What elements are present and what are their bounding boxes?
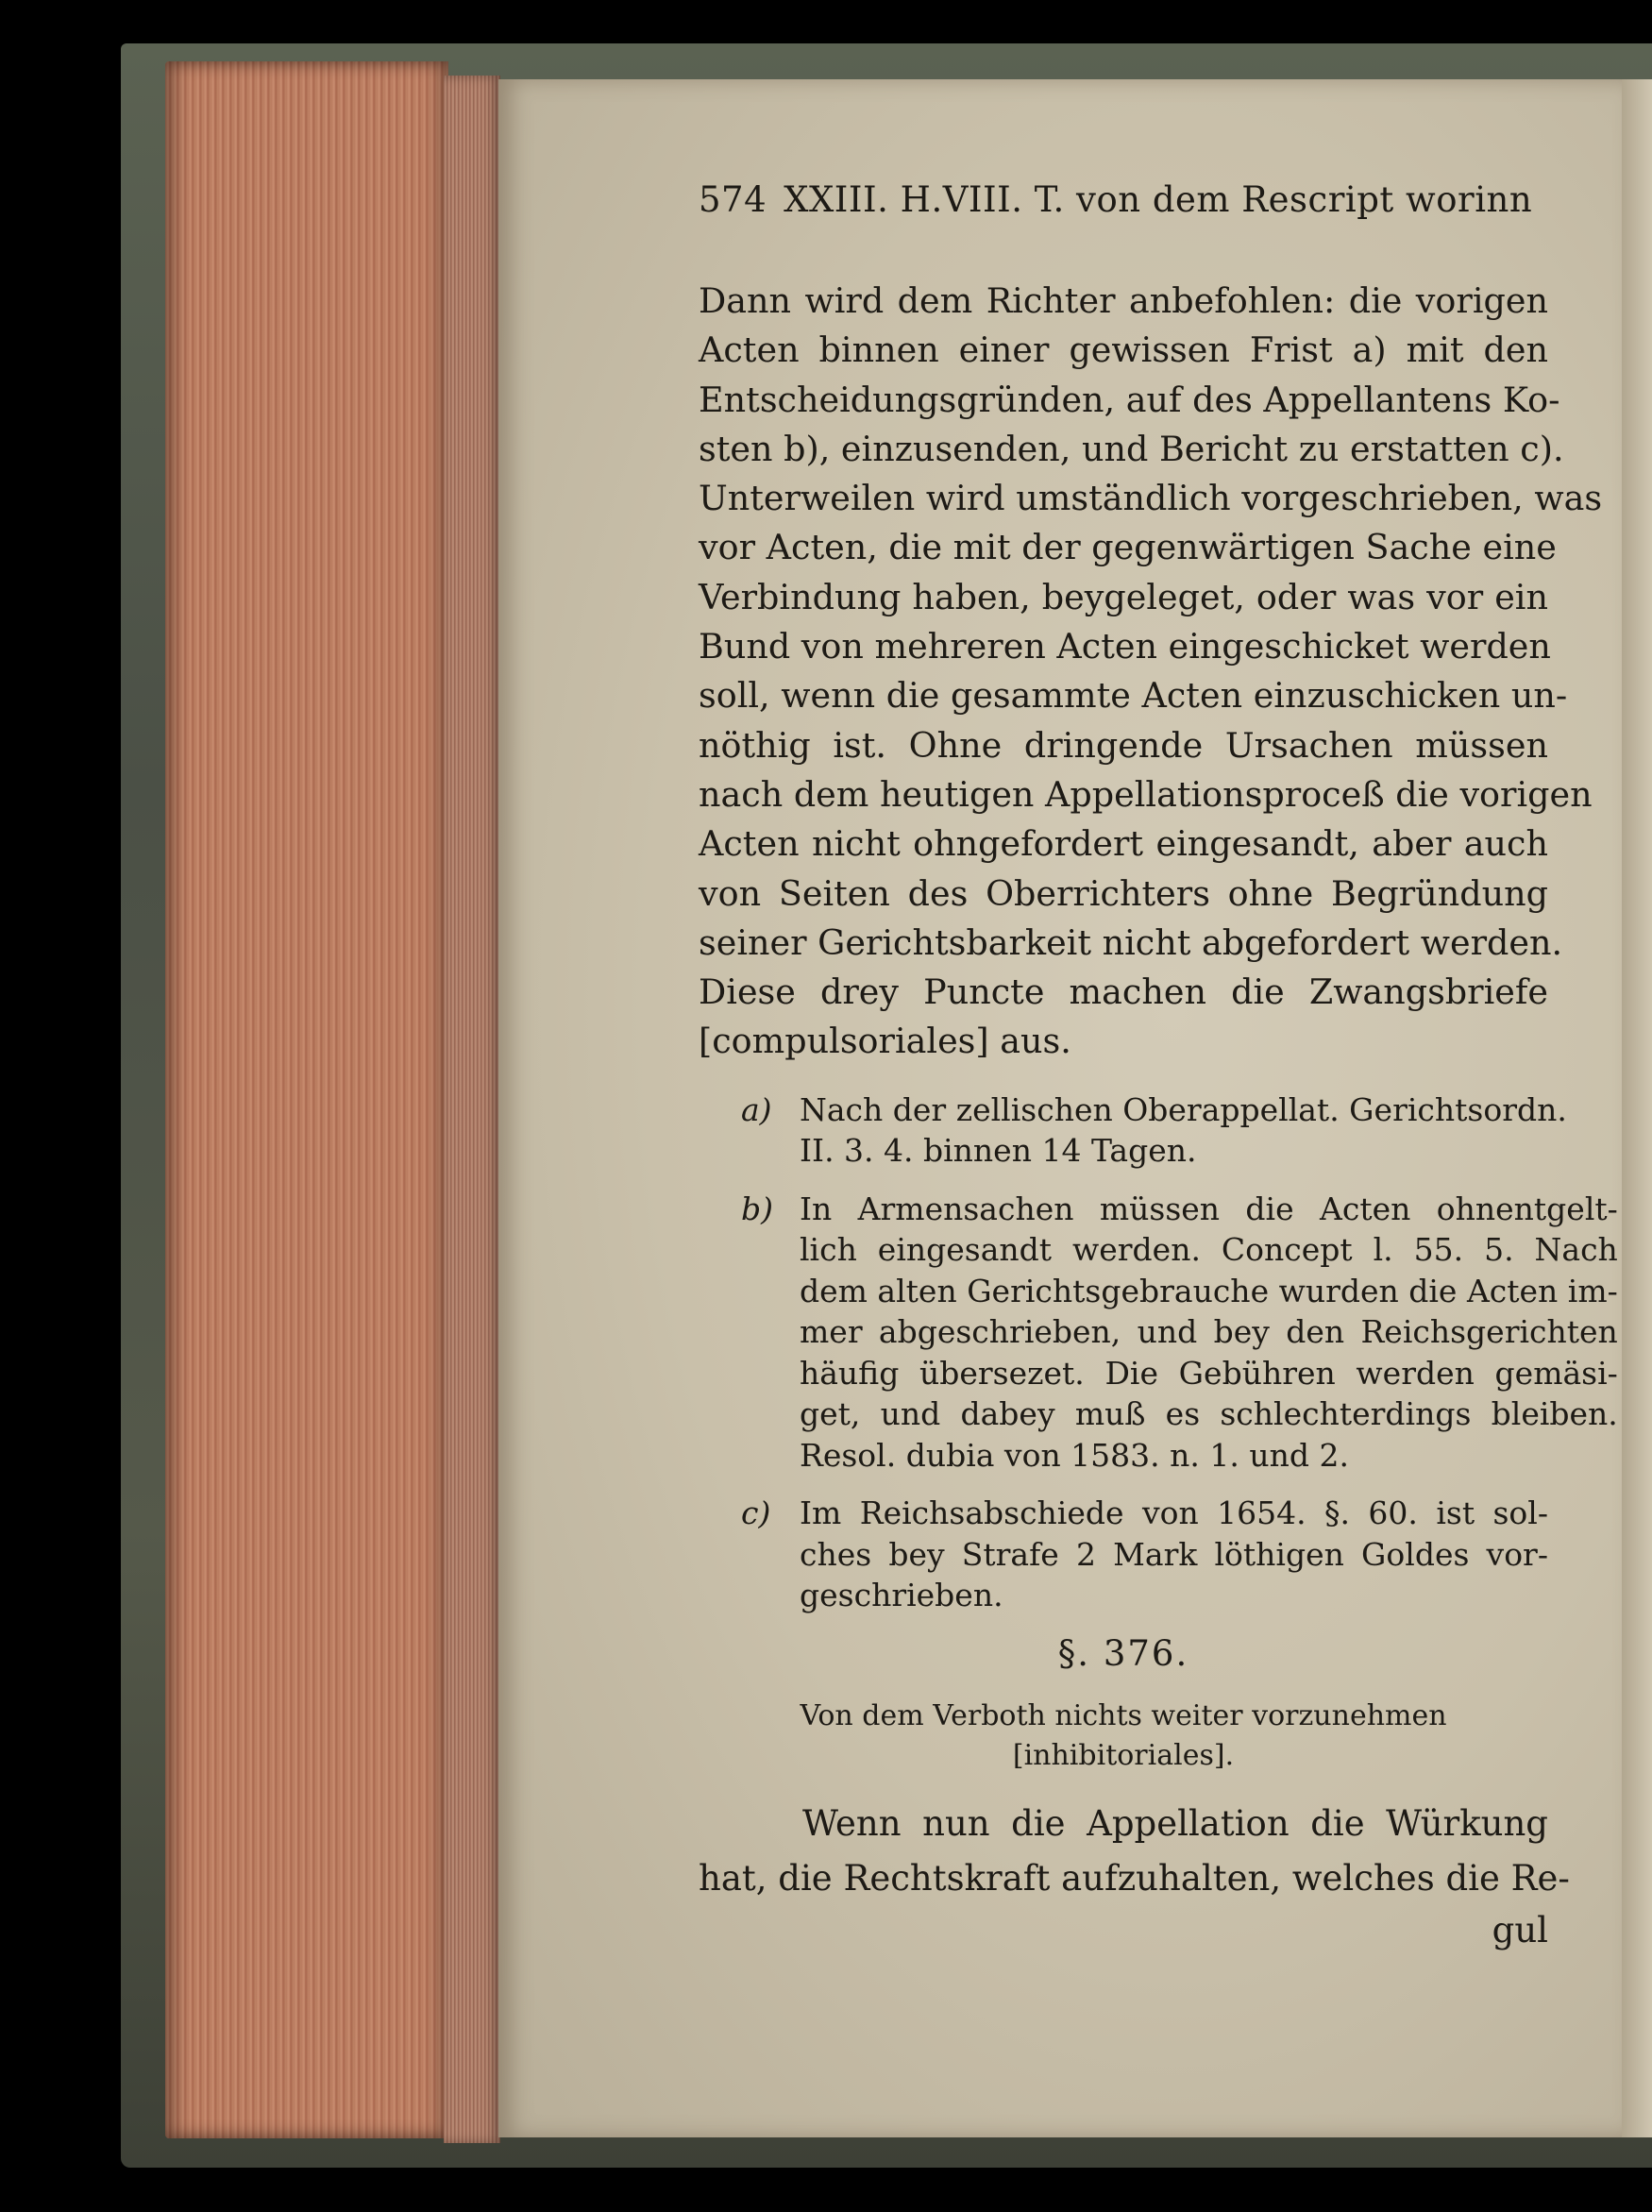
footnote-b	[699, 1189, 1618, 1477]
page-number: 574	[699, 179, 767, 220]
running-title: XXIII. H.VIII. T. von dem Rescript worinn	[784, 179, 1533, 220]
footnote-line: lich eingesandt werden. Concept l. 55. 5. Nach	[800, 1231, 1618, 1269]
text-line: [compulsoriales] aus.	[699, 1021, 1071, 1062]
footnote-line: Nach der zellischen Oberappellat. Gerichtsordn.	[800, 1090, 1567, 1128]
text-line: Bund von mehreren Acten eingeschicket werden	[699, 626, 1551, 667]
running-header	[699, 179, 1548, 220]
page-content	[699, 179, 1618, 1955]
text-line: Diese drey Puncte machen die Zwangsbriefe	[699, 971, 1548, 1013]
footnote-a	[699, 1089, 1567, 1172]
footnote-line: In Armensachen müssen die Acten ohnentgelt-	[800, 1190, 1618, 1227]
text-line: nöthig ist. Ohne dringende Ursachen müssen	[699, 724, 1548, 766]
text-line: soll, wenn die gesammte Acten einzuschicken un-	[699, 675, 1568, 717]
text-line: Wenn nun die Appellation die Würkung	[802, 1802, 1548, 1844]
text-line: von Seiten des Oberrichters ohne Begründung	[699, 872, 1548, 914]
page-edges-inner	[444, 76, 500, 2143]
text-line: vor Acten, die mit der gegenwärtigen Sache eine	[699, 527, 1557, 568]
text-line: sten b), einzusenden, und Bericht zu erstatten c).	[699, 428, 1564, 469]
footnote-line: get, und dabey muß es schlechterdings bleiben.	[800, 1395, 1618, 1433]
text-line: Unterweilen wird umständlich vorgeschrieben, was	[699, 478, 1603, 519]
text-line: hat, die Rechtskraft aufzuhalten, welches die Re-	[699, 1857, 1570, 1899]
section-title-line: [inhibitoriales].	[1012, 1738, 1235, 1772]
footnote-line: häufig übersezet. Die Gebühren werden gemäsi-	[800, 1354, 1618, 1392]
footnote-marker: a)	[741, 1090, 772, 1128]
footnote-line: mer abgeschrieben, und bey den Reichsgerichten	[800, 1313, 1618, 1351]
footnote-marker: c)	[741, 1494, 771, 1532]
footnote-line: dem alten Gerichtsgebrauche wurden die Acten im-	[800, 1272, 1618, 1309]
footnote-line: ches bey Strafe 2 Mark löthigen Goldes vor-	[800, 1535, 1548, 1573]
page-edges	[165, 61, 448, 2138]
footnotes	[699, 1089, 1618, 1616]
footnote-marker: b)	[741, 1190, 773, 1227]
footnote-line: geschrieben.	[800, 1577, 1003, 1614]
catchword: gul	[1492, 1909, 1548, 1950]
section-title	[699, 1697, 1548, 1776]
main-text	[699, 277, 1603, 1067]
footnote-line: II. 3. 4. binnen 14 Tagen.	[800, 1132, 1197, 1170]
text-line: Acten nicht ohngefordert eingesandt, aber auch	[699, 823, 1548, 865]
footnote-c	[699, 1493, 1548, 1616]
text-line: nach dem heutigen Appellationsproceß die vorigen	[699, 773, 1593, 815]
section-number: §. 376.	[1057, 1632, 1189, 1674]
text-line: Dann wird dem Richter anbefohlen: die vorigen	[699, 280, 1548, 321]
text-line: seiner Gerichtsbarkeit nicht abgefordert werden.	[699, 921, 1563, 963]
footnote-line: Im Reichsabschiede von 1654. §. 60. ist sol-	[800, 1494, 1548, 1532]
facing-page-edge	[1622, 79, 1652, 2137]
text-line: Verbindung haben, beygeleget, oder was vor ein	[699, 576, 1548, 617]
section-title-line: Von dem Verboth nichts weiter vorzunehmen	[800, 1698, 1447, 1732]
section-text	[699, 1797, 1570, 1906]
footnote-line: Resol. dubia von 1583. n. 1. und 2.	[800, 1436, 1349, 1474]
text-line: Acten binnen einer gewissen Frist a) mit den	[699, 329, 1548, 371]
text-line: Entscheidungsgründen, auf des Appellantens Ko-	[699, 379, 1560, 420]
